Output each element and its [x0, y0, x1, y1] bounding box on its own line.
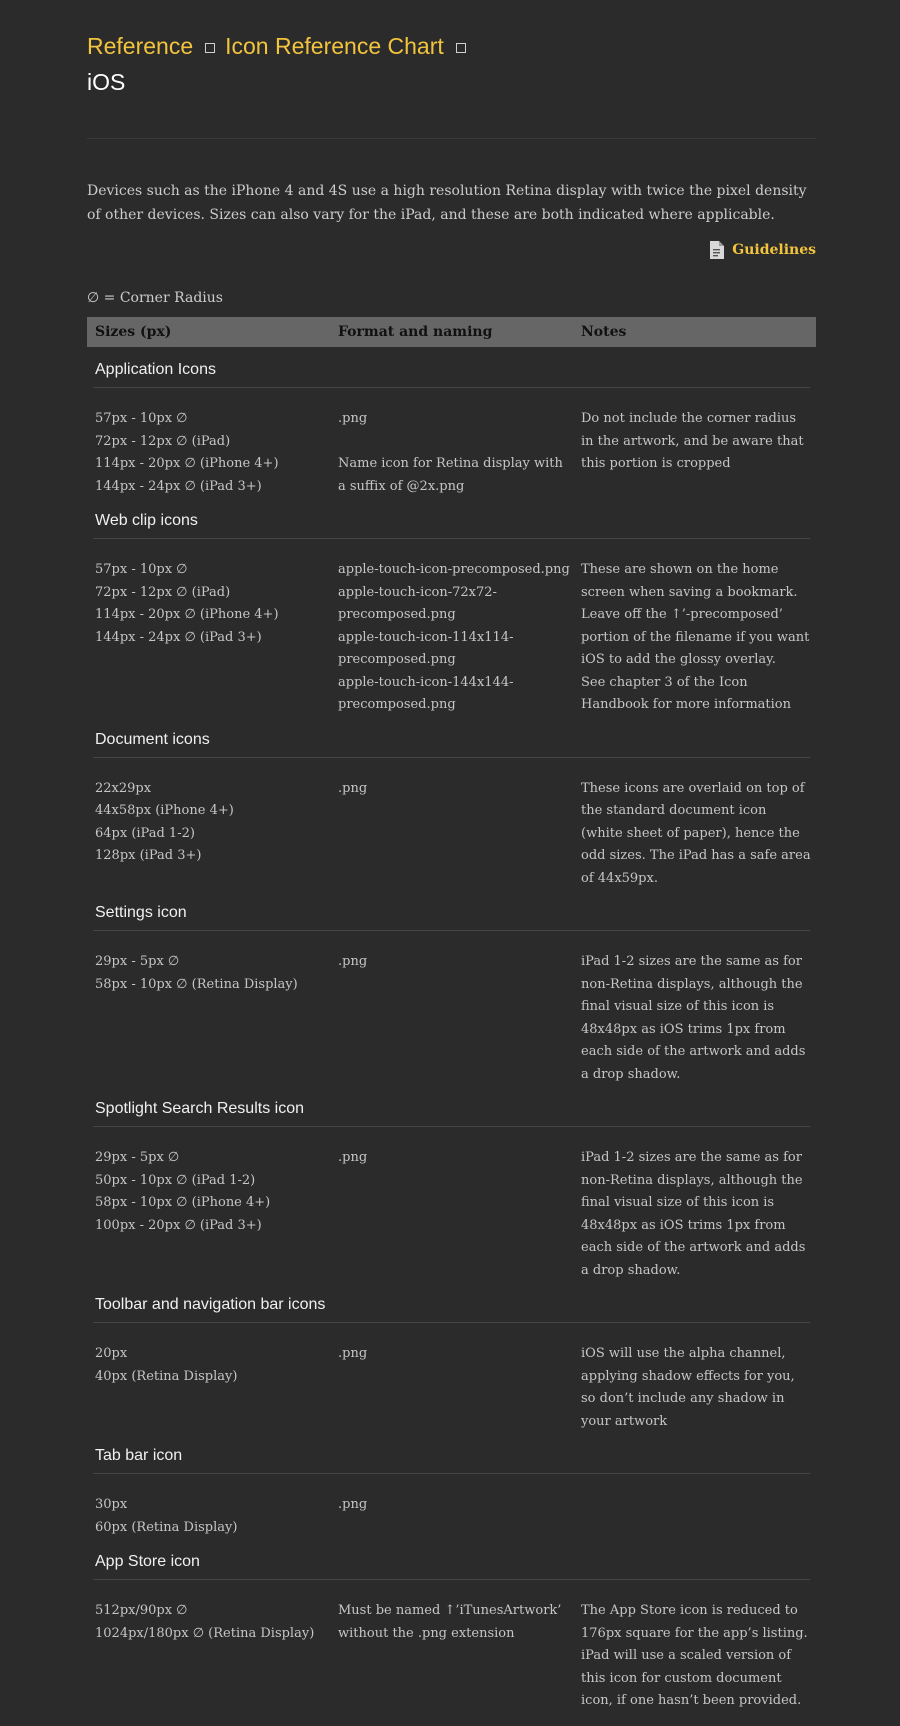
- format-cell: [330, 1147, 573, 1282]
- breadcrumb-reference[interactable]: Reference: [87, 33, 194, 59]
- size-line: 22x29px: [95, 780, 152, 796]
- content: [87, 0, 816, 1713]
- table-row: [87, 1323, 816, 1433]
- notes-cell: [573, 951, 816, 1086]
- sizes-cell: [87, 559, 330, 717]
- size-line: 72px - 12px ∅ (iPad): [95, 584, 231, 600]
- divider: [87, 138, 816, 139]
- size-line: 114px - 20px ∅ (iPhone 4+): [95, 607, 279, 622]
- notes-cell: [573, 408, 816, 498]
- format-line: apple-touch-icon-114x114-precomposed.png: [338, 629, 514, 667]
- table-row: [87, 758, 816, 891]
- format-cell: [330, 1343, 573, 1433]
- table-row: [87, 1474, 816, 1539]
- group-title: Tab bar icon: [93, 1433, 810, 1474]
- format-line: Must be named ↑’iTunesArtwork’ without the .png extension: [338, 1603, 562, 1641]
- notes-line: The App Store icon is reduced to 176px square for the app’s listing. iPad will use a scaled version of this icon for custom document icon, if one hasn’t been provided.: [581, 1603, 808, 1708]
- table-group: [87, 717, 816, 891]
- table-group: [87, 1539, 816, 1713]
- notes-line: iOS will use the alpha channel, applying shadow effects for you, so don’t include any shadow in your artwork: [581, 1346, 795, 1429]
- group-title: Spotlight Search Results icon: [93, 1086, 810, 1127]
- size-line: 144px - 24px ∅ (iPad 3+): [95, 478, 262, 494]
- group-title: Web clip icons: [93, 498, 810, 539]
- group-title: Document icons: [93, 717, 810, 758]
- sizes-cell: [87, 778, 330, 891]
- icon-table: [87, 317, 816, 1713]
- square-outline-icon: [205, 43, 215, 53]
- notes-cell: [573, 559, 816, 717]
- format-line: [338, 431, 573, 454]
- notes-line: iPad 1-2 sizes are the same as for non-Retina displays, although the final visual size of this icon is 48x48px as iOS trims 1px from each side of the artwork and adds a drop shadow.: [581, 1150, 806, 1278]
- format-line: apple-touch-icon-precomposed.png: [338, 562, 570, 577]
- table-row: [87, 539, 816, 717]
- document-icon: [709, 241, 724, 259]
- guidelines-label: Guidelines: [732, 242, 816, 258]
- sizes-cell: [87, 1343, 330, 1433]
- size-line: 29px - 5px ∅: [95, 954, 180, 969]
- size-line: 128px (iPad 3+): [95, 848, 202, 863]
- group-title: Application Icons: [93, 347, 810, 388]
- format-cell: [330, 951, 573, 1086]
- table-group: [87, 347, 816, 498]
- notes-cell: [573, 1494, 816, 1539]
- notes-line: These icons are overlaid on top of the standard document icon (white sheet of paper), hence the odd sizes. The iPad has a safe area of 44x59px.: [581, 780, 811, 886]
- size-line: 100px - 20px ∅ (iPad 3+): [95, 1217, 262, 1233]
- group-title: App Store icon: [93, 1539, 810, 1580]
- notes-cell: [573, 778, 816, 891]
- group-title: Toolbar and navigation bar icons: [93, 1282, 810, 1323]
- guidelines-link[interactable]: [709, 241, 816, 259]
- format-line: .png: [338, 780, 368, 796]
- size-line: 64px (iPad 1-2): [95, 825, 195, 841]
- size-line: 58px - 10px ∅ (iPhone 4+): [95, 1195, 271, 1210]
- format-cell: [330, 559, 573, 717]
- page-title: iOS: [87, 69, 126, 95]
- table-row: [87, 388, 816, 498]
- table-group: [87, 1282, 816, 1433]
- header-sizes: Sizes (px): [95, 324, 172, 340]
- size-line: 44x58px (iPhone 4+): [95, 803, 234, 818]
- format-line: .png: [338, 411, 368, 426]
- intro-text: Devices such as the iPhone 4 and 4S use a high resolution Retina display with twice the pixel density of other devices. Sizes can also vary for the iPad, and these are both indicated where applicable.: [87, 183, 807, 223]
- table-header: [87, 317, 816, 347]
- size-line: 144px - 24px ∅ (iPad 3+): [95, 629, 262, 645]
- format-line: .png: [338, 1150, 368, 1165]
- notes-cell: [573, 1343, 816, 1433]
- group-title: Settings icon: [93, 890, 810, 931]
- size-line: 29px - 5px ∅: [95, 1150, 180, 1165]
- sizes-cell: [87, 1600, 330, 1713]
- table-row: [87, 1127, 816, 1282]
- notes-line: See chapter 3 of the Icon Handbook for more information: [581, 674, 791, 712]
- notes-line: These are shown on the home screen when saving a bookmark. Leave off the ↑’-precomposed’ portion of the filename if you want iOS to add the glossy overlay.: [581, 562, 810, 667]
- notes-cell: [573, 1147, 816, 1282]
- format-line: apple-touch-icon-72x72-precomposed.png: [338, 584, 497, 622]
- size-line: 20px: [95, 1346, 128, 1361]
- table-group: [87, 498, 816, 717]
- breadcrumb: [87, 30, 816, 62]
- header-format: Format and naming: [338, 324, 493, 340]
- table-row: [87, 931, 816, 1086]
- sizes-cell: [87, 951, 330, 1086]
- size-line: 40px (Retina Display): [95, 1368, 238, 1384]
- size-line: 50px - 10px ∅ (iPad 1-2): [95, 1172, 256, 1188]
- notes-line: iPad 1-2 sizes are the same as for non-Retina displays, although the final visual size of this icon is 48x48px as iOS trims 1px from each side of the artwork and adds a drop shadow.: [581, 954, 806, 1082]
- breadcrumb-icon-reference-chart[interactable]: Icon Reference Chart: [225, 33, 444, 59]
- notes-cell: [573, 1600, 816, 1713]
- size-line: 114px - 20px ∅ (iPhone 4+): [95, 456, 279, 471]
- legend: ∅ = Corner Radius: [87, 290, 223, 306]
- table-group: [87, 1086, 816, 1282]
- size-line: 72px - 12px ∅ (iPad): [95, 433, 231, 449]
- format-cell: [330, 778, 573, 891]
- table-group: [87, 1433, 816, 1539]
- size-line: 30px: [95, 1497, 128, 1512]
- size-line: 512px/90px ∅: [95, 1603, 188, 1618]
- format-line: Name icon for Retina display with a suffix of @2x.png: [338, 456, 563, 494]
- size-line: 1024px/180px ∅ (Retina Display): [95, 1625, 315, 1641]
- size-line: 60px (Retina Display): [95, 1519, 238, 1535]
- format-line: apple-touch-icon-144x144-precomposed.png: [338, 674, 514, 712]
- table-body: [87, 347, 816, 1713]
- size-line: 57px - 10px ∅: [95, 411, 188, 426]
- square-outline-icon: [456, 43, 466, 53]
- table-group: [87, 890, 816, 1086]
- guidelines-row: [87, 241, 816, 265]
- header-notes: Notes: [581, 324, 627, 340]
- sizes-cell: [87, 1494, 330, 1539]
- size-line: 58px - 10px ∅ (Retina Display): [95, 976, 298, 992]
- table-row: [87, 1580, 816, 1713]
- format-cell: [330, 1494, 573, 1539]
- format-cell: [330, 1600, 573, 1713]
- format-line: .png: [338, 1497, 368, 1512]
- sizes-cell: [87, 408, 330, 498]
- format-cell: [330, 408, 573, 498]
- format-line: .png: [338, 1346, 368, 1361]
- sizes-cell: [87, 1147, 330, 1282]
- size-line: 57px - 10px ∅: [95, 562, 188, 577]
- format-line: .png: [338, 954, 368, 969]
- notes-line: Do not include the corner radius in the artwork, and be aware that this portion is cropped: [581, 411, 804, 471]
